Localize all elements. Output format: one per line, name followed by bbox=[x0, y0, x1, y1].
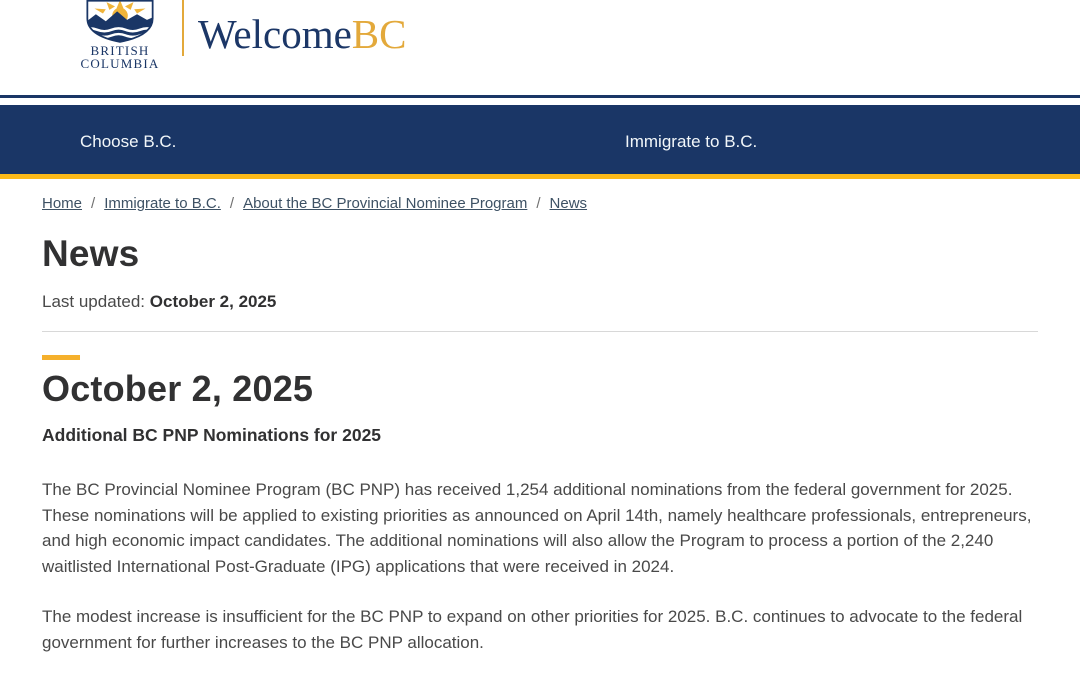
breadcrumb-link-about-bc-pnp[interactable]: About the BC Provincial Nominee Program bbox=[243, 195, 528, 212]
last-updated-label: Last updated: bbox=[42, 292, 150, 311]
article-subheading: Additional BC PNP Nominations for 2025 bbox=[42, 425, 382, 445]
news-article bbox=[42, 355, 1038, 655]
article-date-heading: October 2, 2025 bbox=[42, 368, 314, 409]
bc-crest-icon bbox=[77, 0, 163, 44]
page-title: News bbox=[42, 233, 140, 274]
bc-crest-block bbox=[74, 0, 166, 70]
last-updated bbox=[42, 292, 1038, 312]
brand-welcome-text: Welcome bbox=[198, 11, 352, 57]
breadcrumb-link-home[interactable]: Home bbox=[42, 195, 83, 212]
site-header bbox=[0, 0, 1080, 98]
nav-item-immigrate-to-bc[interactable]: Immigrate to B.C. bbox=[625, 132, 758, 151]
logo-caption-line1: BRITISH bbox=[90, 43, 150, 58]
breadcrumb-separator: / bbox=[91, 195, 96, 212]
nav-item-choose-bc[interactable]: Choose B.C. bbox=[80, 132, 177, 151]
breadcrumb-link-immigrate[interactable]: Immigrate to B.C. bbox=[104, 195, 221, 212]
primary-nav bbox=[0, 105, 1080, 179]
last-updated-value: October 2, 2025 bbox=[149, 292, 277, 311]
section-divider bbox=[42, 331, 1038, 332]
article-body bbox=[42, 477, 1038, 655]
logo-caption-line2: COLUMBIA bbox=[80, 56, 160, 71]
site-logo[interactable] bbox=[74, 0, 407, 70]
main-content bbox=[0, 179, 1080, 655]
logo-divider bbox=[182, 0, 184, 56]
accent-bar bbox=[42, 355, 80, 360]
breadcrumb-link-news[interactable]: News bbox=[549, 195, 588, 212]
brand-wordmark bbox=[198, 11, 407, 57]
article-paragraph-1: The BC Provincial Nominee Program (BC PNP) has received 1,254 additional nominations from the federal government for 2025. These nominations will be applied to existing priorities as announced on April 14th, namely healthcare professionals, entrepreneurs, and high economic impact candidates. The additional nominations will also allow the Program to process a portion of the 2,240 waitlisted International Post-Graduate (IPG) applications that were received in 2024. bbox=[42, 480, 1032, 576]
breadcrumb-separator: / bbox=[229, 195, 235, 212]
article-paragraph-2: The modest increase is insufficient for the BC PNP to expand on other priorities for 2025. B.C. continues to advocate to the federal government for further increases to the BC PNP allocation. bbox=[42, 607, 1023, 652]
header-nav-gap bbox=[0, 98, 1080, 105]
brand-bc-text: BC bbox=[351, 11, 407, 57]
breadcrumb bbox=[42, 195, 1038, 212]
breadcrumb-separator: / bbox=[536, 195, 541, 212]
